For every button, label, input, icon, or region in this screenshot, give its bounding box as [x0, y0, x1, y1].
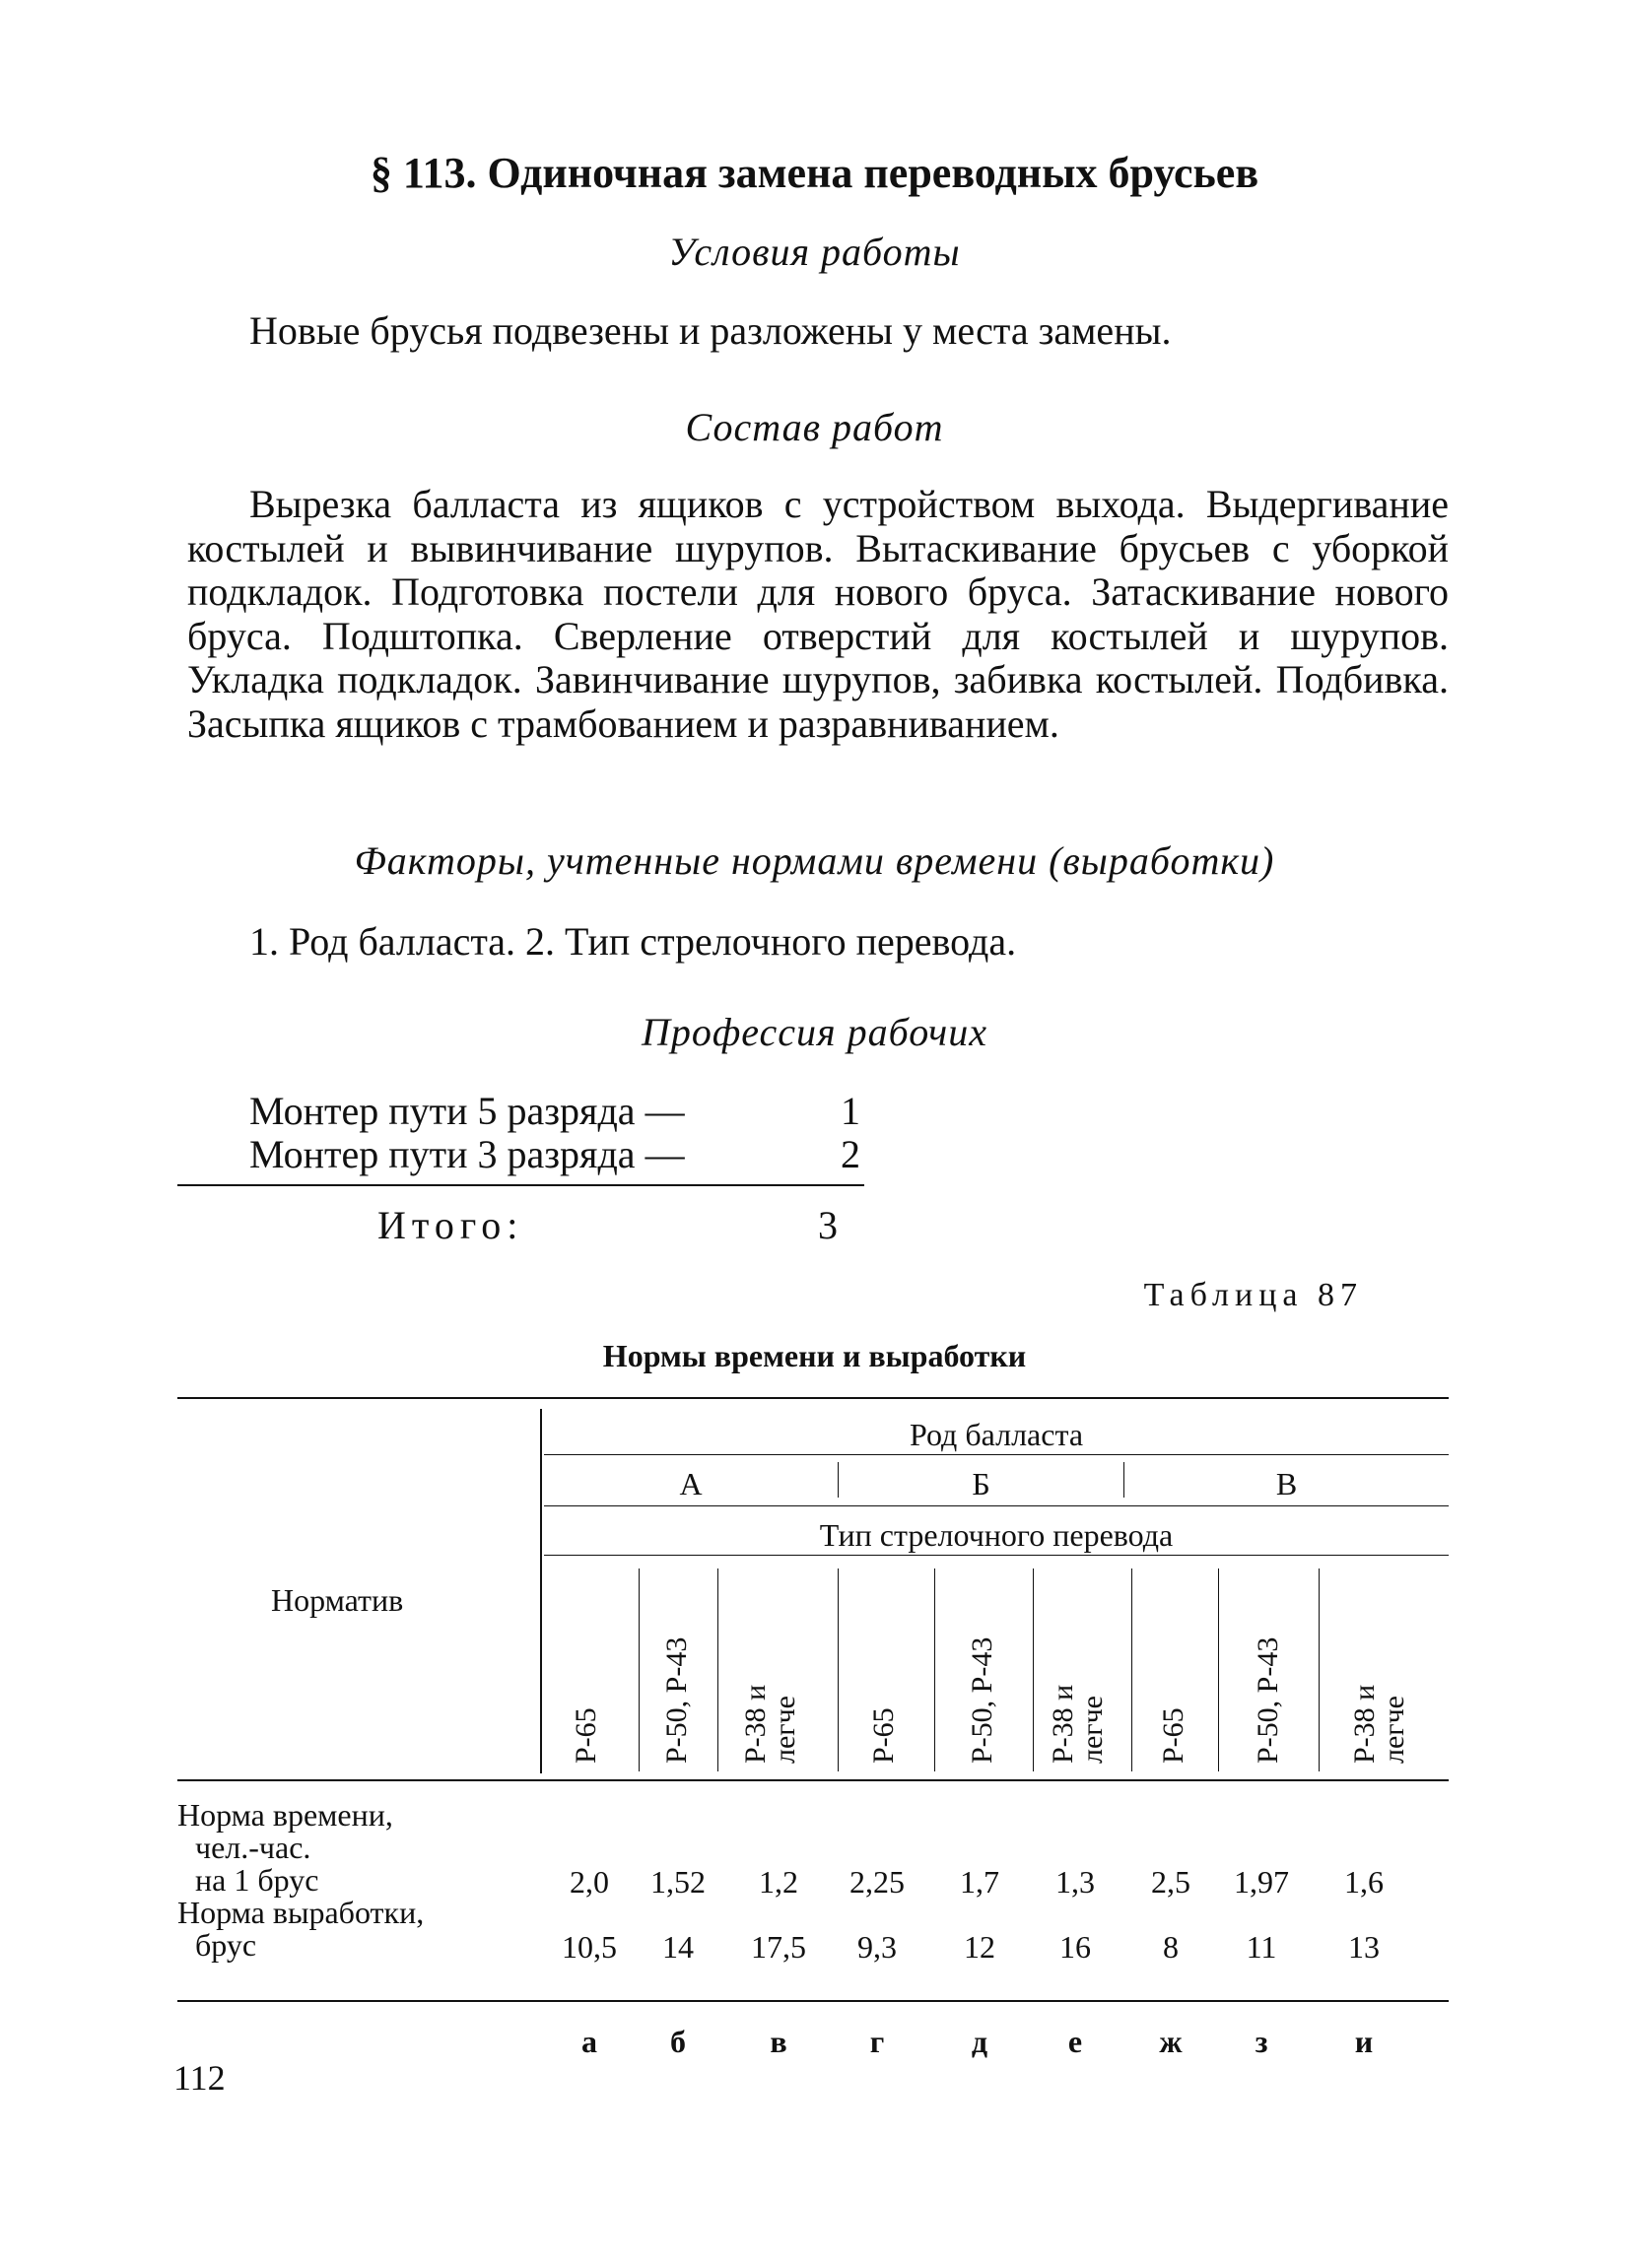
worker-label: Монтер пути 3 разряда — — [249, 1132, 685, 1176]
column-letter: в — [770, 2024, 787, 2059]
table-cell: 1,7 — [960, 1864, 999, 1900]
factors-text: 1. Род балласта. 2. Тип стрелочного перевода. — [249, 919, 1017, 964]
rail-type-header: Р-65 — [570, 1707, 602, 1764]
workers-list — [249, 1090, 860, 1176]
col-divider — [639, 1568, 640, 1771]
page-number: 112 — [173, 2058, 226, 2098]
table-title: Нормы времени и выработки — [602, 1338, 1027, 1373]
column-letter: а — [581, 2024, 597, 2059]
row-label-line: Норма выработки, — [177, 1895, 425, 1930]
switch-header: Тип стрелочного перевода — [819, 1517, 1174, 1553]
ballast-rule — [544, 1454, 1449, 1455]
table-header-divider — [540, 1409, 542, 1773]
table-cell: 10,5 — [562, 1929, 617, 1965]
switch-rule — [544, 1555, 1449, 1556]
ballast-group: А — [679, 1466, 703, 1501]
table-cell: 12 — [964, 1929, 995, 1965]
factors-heading: Факторы, учтенные нормами времени (выработки) — [354, 838, 1275, 883]
row-label-line: брус — [195, 1927, 257, 1963]
groups-rule — [544, 1505, 1449, 1506]
row-label-time — [177, 1799, 393, 1897]
rail-type-header: Р-50, Р-43 — [966, 1636, 998, 1764]
col-divider — [934, 1568, 935, 1771]
rail-type-header: Р-50, Р-43 — [660, 1636, 693, 1764]
table-cell: 17,5 — [751, 1929, 806, 1965]
row-header: Норматив — [271, 1582, 404, 1618]
column-letter: б — [670, 2024, 686, 2059]
col-divider — [838, 1568, 839, 1771]
table-cell: 1,6 — [1344, 1864, 1384, 1900]
table-top-rule — [177, 1397, 1449, 1399]
workers-total-label: Итого: — [377, 1203, 524, 1247]
column-letter: д — [971, 2024, 988, 2059]
table-cell: 1,3 — [1055, 1864, 1095, 1900]
col-divider — [1033, 1568, 1034, 1771]
section-title: § 113. Одиночная замена переводных брусьев — [370, 149, 1259, 197]
ballast-group: Б — [972, 1466, 990, 1501]
table-cell: 2,25 — [849, 1864, 905, 1900]
col-divider — [717, 1568, 718, 1771]
workers-total-value: 3 — [818, 1203, 838, 1247]
conditions-heading: Условия работы — [668, 230, 961, 274]
table-cell: 1,52 — [650, 1864, 706, 1900]
col-divider — [1218, 1568, 1219, 1771]
rail-type-header: Р-38 и легче — [739, 1684, 801, 1764]
column-letter: г — [869, 2024, 885, 2059]
table-cell: 2,5 — [1151, 1864, 1190, 1900]
row-label-line: чел.-час. — [195, 1830, 311, 1865]
work-scope-text: Вырезка балласта из ящиков с устройством выхода. Выдергивание костылей и вывинчивание шурупов. Вытаскивание брусьев с уборкой подкладок. Подготовка постели для нового бруса. Затаскивание нового бруса. Подштопка. Сверление отверстий для костылей и шурупов. Укладка подкладок. Завинчивание шурупов, забивка костылей. Подбивка. Засыпка ящиков с трамбованием и разравниванием. — [187, 482, 1449, 746]
workers-heading: Профессия рабочих — [641, 1010, 987, 1054]
worker-count: 2 — [841, 1132, 860, 1176]
row-label-output — [177, 1897, 424, 1962]
col-divider — [1319, 1568, 1320, 1771]
rail-type-header: Р-50, Р-43 — [1252, 1636, 1284, 1764]
ballast-group: В — [1275, 1466, 1298, 1501]
table-cell: 2,0 — [570, 1864, 609, 1900]
rail-type-header: Р-65 — [1157, 1707, 1189, 1764]
rail-type-header: Р-38 и легче — [1047, 1684, 1109, 1764]
rail-type-header: Р-38 и легче — [1348, 1684, 1410, 1764]
col-divider — [1131, 1568, 1132, 1771]
workers-total-rule — [177, 1184, 864, 1186]
row-label-line: на 1 брус — [195, 1862, 319, 1898]
table-cell: 1,2 — [759, 1864, 798, 1900]
row-label-line: Норма времени, — [177, 1797, 393, 1833]
conditions-text: Новые брусья подвезены и разложены у места замены. — [249, 308, 1172, 353]
table-cell: 13 — [1348, 1929, 1380, 1965]
table-cell: 9,3 — [857, 1929, 897, 1965]
table-cell: 8 — [1163, 1929, 1179, 1965]
table-cell: 1,97 — [1234, 1864, 1289, 1900]
worker-row — [249, 1090, 860, 1133]
ballast-header: Род балласта — [909, 1417, 1084, 1452]
rail-type-header: Р-65 — [867, 1707, 900, 1764]
column-letter: з — [1255, 2024, 1268, 2059]
table-cell: 16 — [1059, 1929, 1091, 1965]
column-letter: е — [1067, 2024, 1083, 2059]
table-label: Таблица 87 — [1143, 1277, 1363, 1313]
worker-row — [249, 1133, 860, 1176]
column-letter: ж — [1159, 2024, 1183, 2059]
worker-count: 1 — [841, 1089, 860, 1133]
table-cell: 14 — [662, 1929, 694, 1965]
worker-label: Монтер пути 5 разряда — — [249, 1089, 685, 1133]
table-cell: 11 — [1246, 1929, 1277, 1965]
table-bottom-rule — [177, 2000, 1449, 2002]
table-header-bottom-rule — [177, 1779, 1449, 1781]
work-scope-heading: Состав работ — [685, 405, 944, 449]
column-letter: и — [1354, 2024, 1374, 2059]
